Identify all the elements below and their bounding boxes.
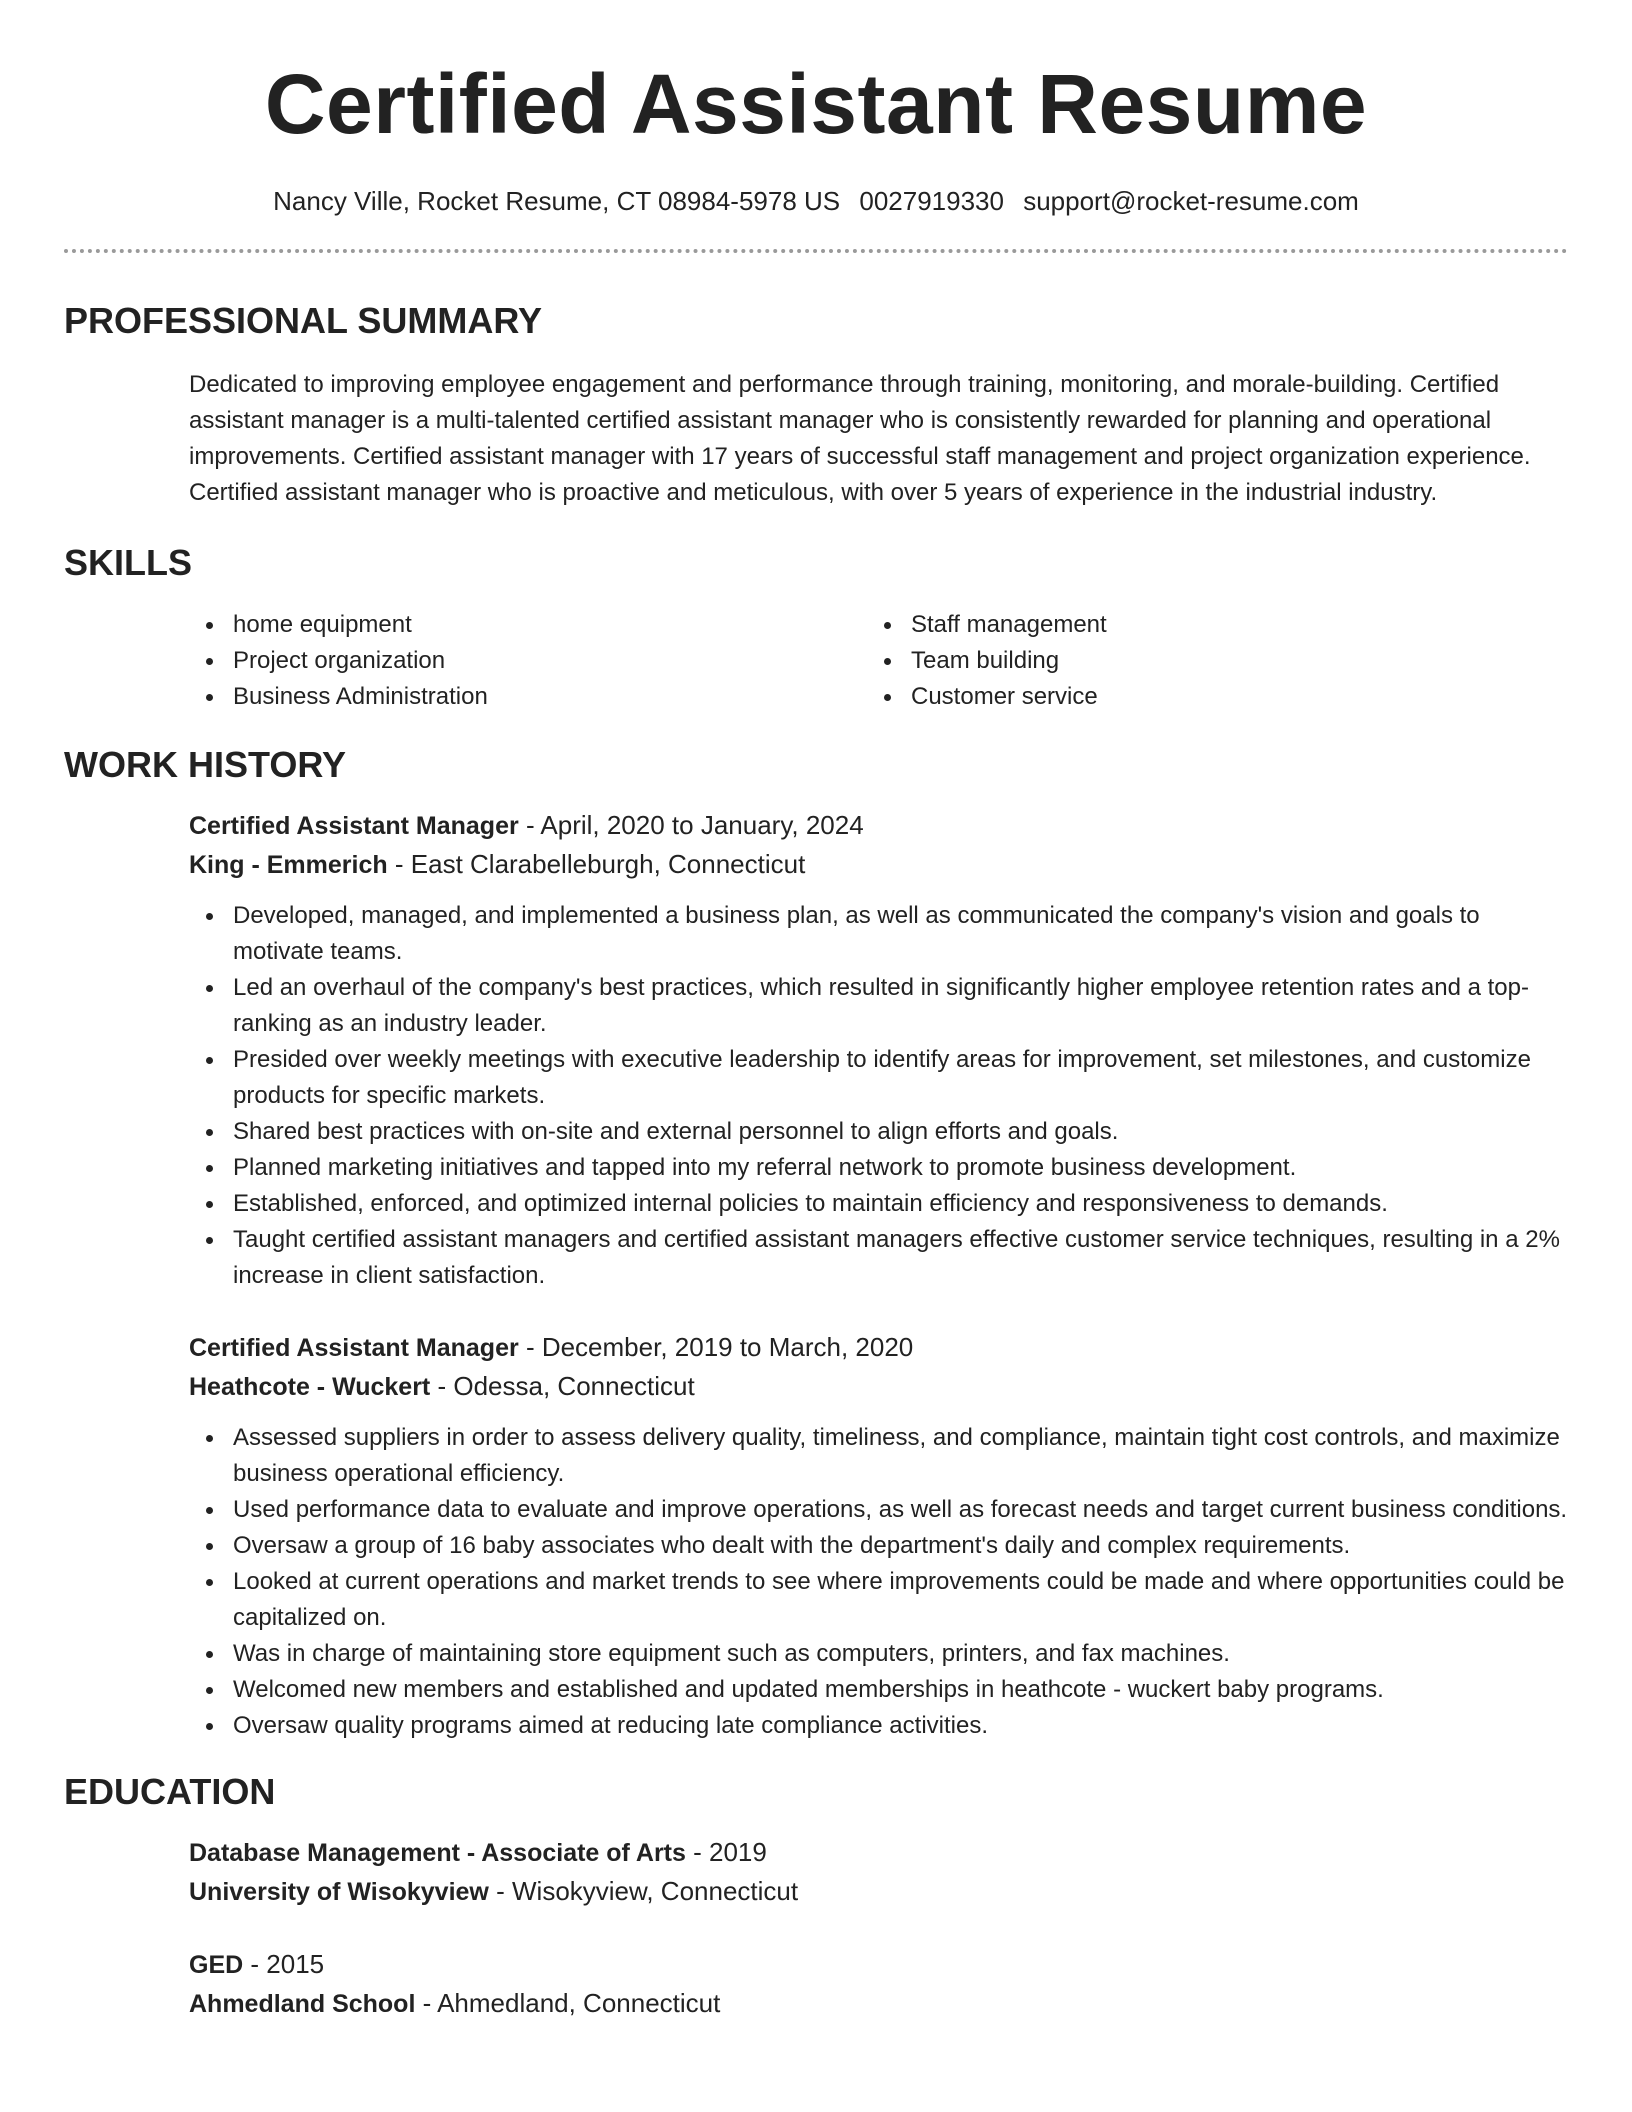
list-item: Established, enforced, and optimized internal policies to maintain efficiency and responsiveness to demands. [189, 1186, 1568, 1222]
education-degree-line [189, 1945, 1568, 1984]
list-item: Welcomed new members and established and updated memberships in heathcote - wuckert baby programs. [189, 1672, 1568, 1708]
contact-email: support@rocket-resume.com [1023, 186, 1359, 216]
education-entry [64, 1945, 1568, 2023]
job-title-line [189, 1328, 1568, 1367]
job-entry [64, 1328, 1568, 1406]
skill-item: Business Administration [189, 679, 867, 715]
job-location: - Odessa, Connecticut [430, 1370, 695, 1401]
job-company-line [189, 1367, 1568, 1406]
job-company-line [189, 845, 1568, 884]
education-school: Ahmedland School [189, 1989, 416, 2018]
list-item: Looked at current operations and market trends to see where improvements could be made and where opportunities could be capitalized on. [189, 1564, 1568, 1636]
contact-address: Nancy Ville, Rocket Resume, CT 08984-5978 US [273, 186, 841, 216]
skill-item: home equipment [189, 607, 867, 643]
skills-list-right [867, 607, 1568, 715]
list-item: Oversaw a group of 16 baby associates who dealt with the department's daily and complex requirements. [189, 1528, 1568, 1564]
list-item: Was in charge of maintaining store equipment such as computers, printers, and fax machines. [189, 1636, 1568, 1672]
list-item: Planned marketing initiatives and tapped into my referral network to promote business development. [189, 1150, 1568, 1186]
job-dates: - December, 2019 to March, 2020 [518, 1331, 914, 1362]
contact-phone: 0027919330 [859, 186, 1004, 216]
skill-item: Staff management [867, 607, 1568, 643]
job-position: Certified Assistant Manager [189, 811, 519, 840]
job-company: Heathcote - Wuckert [189, 1372, 431, 1401]
education-year: - 2019 [685, 1836, 767, 1867]
skills-grid [64, 607, 1568, 715]
job-location: - East Clarabelleburgh, Connecticut [387, 848, 806, 879]
education-location: - Wisokyview, Connecticut [488, 1875, 799, 1906]
skill-item: Project organization [189, 643, 867, 679]
list-item: Shared best practices with on-site and external personnel to align efforts and goals. [189, 1114, 1568, 1150]
summary-text: Dedicated to improving employee engagement and performance through training, monitoring, and morale-building. Certified assistant manager is a multi-talented certified assistant manager who is consistently rewarded for planning and operational improvements. Certified assistant manager with 17 years of successful staff management and project organization experience. Certified assistant manager who is proactive and meticulous, with over 5 years of experience in the industrial industry. [189, 371, 1531, 507]
list-item: Developed, managed, and implemented a business plan, as well as communicated the company's vision and goals to motivate teams. [189, 898, 1568, 970]
list-item: Oversaw quality programs aimed at reducing late compliance activities. [189, 1708, 1568, 1744]
resume-name: Certified Assistant Resume [264, 57, 1368, 151]
contact-line [64, 186, 1568, 217]
education-school-line [189, 1872, 1568, 1911]
education-degree: GED [189, 1950, 244, 1979]
education-degree-line [189, 1833, 1568, 1872]
work-heading: WORK HISTORY [64, 743, 347, 785]
job-bullets [64, 898, 1568, 1294]
job-title-line [189, 806, 1568, 845]
job-dates: - April, 2020 to January, 2024 [518, 809, 864, 840]
header-divider [64, 249, 1568, 253]
education-degree: Database Management - Associate of Arts [189, 1838, 686, 1867]
skills-heading: SKILLS [64, 542, 193, 584]
education-year: - 2015 [243, 1948, 325, 1979]
job-position: Certified Assistant Manager [189, 1333, 519, 1362]
education-entry [64, 1833, 1568, 1911]
list-item: Presided over weekly meetings with executive leadership to identify areas for improvement, set milestones, and customize products for specific markets. [189, 1042, 1568, 1114]
list-item: Led an overhaul of the company's best practices, which resulted in significantly higher employee retention rates and a top-ranking as an industry leader. [189, 970, 1568, 1042]
job-company: King - Emmerich [189, 850, 388, 879]
list-item: Taught certified assistant managers and certified assistant managers effective customer service techniques, resulting in a 2% increase in client satisfaction. [189, 1222, 1568, 1294]
list-item: Used performance data to evaluate and improve operations, as well as forecast needs and target current business conditions. [189, 1492, 1568, 1528]
skill-item: Team building [867, 643, 1568, 679]
skills-list-left [189, 607, 867, 715]
job-entry [64, 806, 1568, 884]
list-item: Assessed suppliers in order to assess delivery quality, timeliness, and compliance, maintain tight cost controls, and maximize business operational efficiency. [189, 1420, 1568, 1492]
job-bullets [64, 1420, 1568, 1744]
education-school: University of Wisokyview [189, 1877, 489, 1906]
education-location: - Ahmedland, Connecticut [415, 1987, 721, 2018]
skill-item: Customer service [867, 679, 1568, 715]
education-heading: EDUCATION [64, 1770, 276, 1812]
summary-heading: PROFESSIONAL SUMMARY [64, 300, 543, 342]
education-school-line [189, 1984, 1568, 2023]
